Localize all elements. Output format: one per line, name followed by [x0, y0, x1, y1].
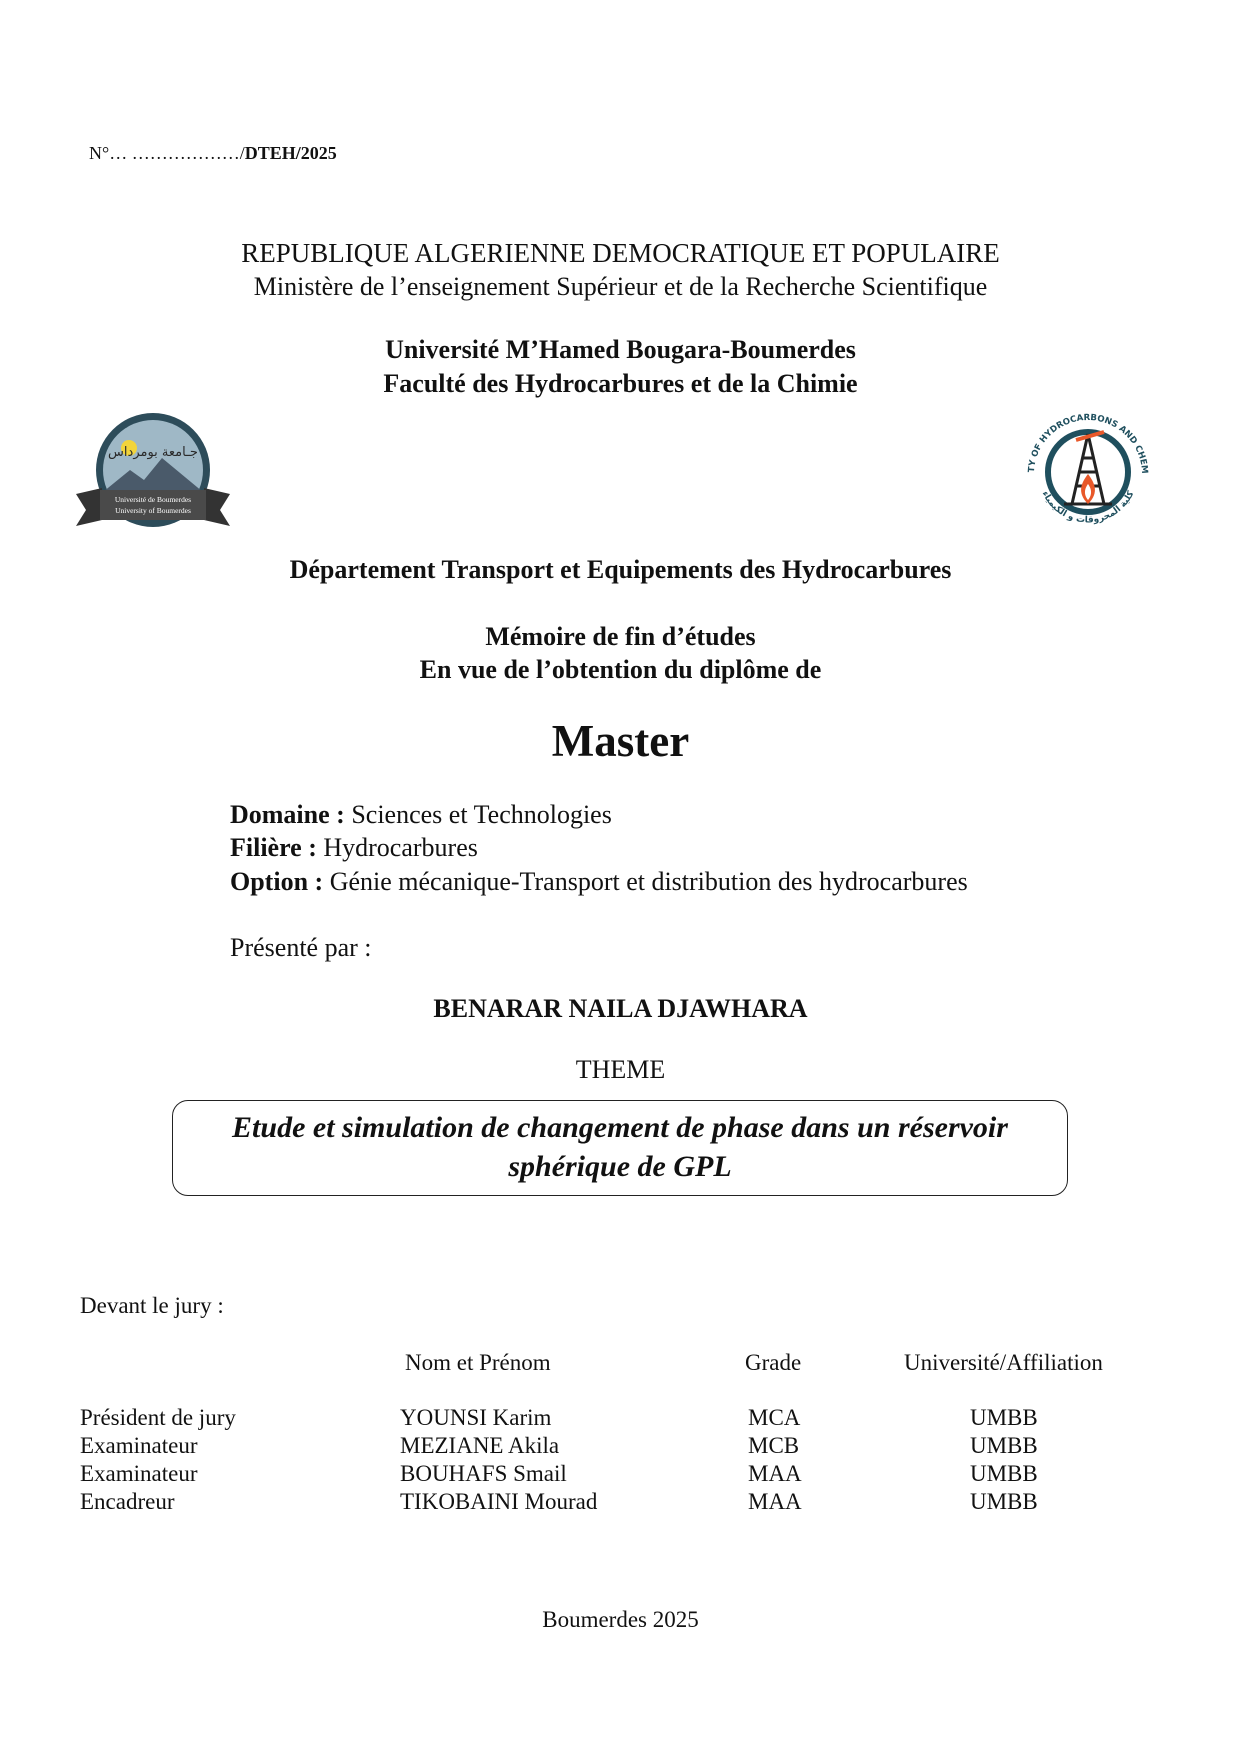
reference-prefix: N°… ………………/	[89, 143, 245, 163]
jury-affiliation: UMBB	[970, 1461, 1038, 1486]
jury-label: Devant le jury :	[80, 1293, 224, 1318]
jury-affiliation: UMBB	[970, 1405, 1038, 1430]
option-field	[230, 867, 968, 897]
jury-role: Examinateur	[80, 1461, 198, 1486]
theme-title-line2: sphérique de GPL	[508, 1150, 732, 1183]
jury-grade: MCB	[748, 1433, 800, 1458]
ministry-heading: Ministère de l’enseignement Supérieur et de la Recherche Scientifique	[253, 272, 988, 301]
right-logo-arc-bottom: كلية المحروقات و الكيمياء	[1039, 489, 1137, 526]
department-name: Département Transport et Equipements des Hydrocarbures	[289, 555, 952, 584]
jury-affiliation: UMBB	[970, 1433, 1038, 1458]
theme-label: THEME	[575, 1055, 666, 1084]
university-logo	[72, 410, 234, 542]
jury-member-name: YOUNSI Karim	[400, 1405, 552, 1430]
left-logo-banner-line2: University of Boumerdes	[115, 506, 191, 515]
filiere-field	[230, 833, 478, 863]
jury-role: Examinateur	[80, 1433, 198, 1458]
document-reference	[89, 143, 337, 164]
presented-by-label: Présenté par :	[230, 933, 372, 962]
university-name: Université M’Hamed Bougara-Boumerdes	[385, 335, 856, 364]
right-logo-arc-top: TY OF HYDROCARBONS AND CHEM	[1026, 412, 1150, 475]
faculty-name: Faculté des Hydrocarbures et de la Chimie	[383, 369, 858, 398]
reference-code: DTEH/2025	[244, 143, 337, 163]
jury-header-affiliation: Université/Affiliation	[904, 1350, 1103, 1375]
left-logo-arabic: جـامعة بومرداس	[108, 445, 198, 460]
filiere-label: Filière :	[230, 833, 317, 862]
jury-role: Président de jury	[80, 1405, 236, 1430]
jury-header-name: Nom et Prénom	[405, 1350, 551, 1375]
theme-title	[172, 1108, 1068, 1186]
filiere-value: Hydrocarbures	[323, 833, 478, 862]
domain-label: Domaine :	[230, 800, 345, 829]
option-label: Option :	[230, 867, 324, 896]
jury-grade: MCA	[748, 1405, 801, 1430]
jury-grade: MAA	[748, 1461, 802, 1486]
option-value: Génie mécanique-Transport et distribution des hydrocarbures	[329, 867, 968, 896]
jury-member-name: TIKOBAINI Mourad	[400, 1489, 598, 1514]
republic-heading: REPUBLIQUE ALGERIENNE DEMOCRATIQUE ET POPULAIRE	[241, 238, 1000, 268]
student-name: BENARAR NAILA DJAWHARA	[433, 994, 808, 1023]
footer-place-year: Boumerdes 2025	[542, 1607, 699, 1632]
jury-member-name: MEZIANE Akila	[400, 1433, 560, 1458]
domain-field	[230, 800, 612, 830]
jury-header-grade: Grade	[745, 1350, 802, 1375]
jury-affiliation: UMBB	[970, 1489, 1038, 1514]
memoir-subtitle: En vue de l’obtention du diplôme de	[419, 655, 822, 684]
domain-value: Sciences et Technologies	[351, 800, 612, 829]
jury-role: Encadreur	[80, 1489, 175, 1514]
jury-member-name: BOUHAFS Smail	[400, 1461, 567, 1486]
left-logo-banner-line1: Université de Boumerdes	[114, 495, 192, 504]
jury-grade: MAA	[748, 1489, 802, 1514]
faculty-logo	[1018, 400, 1158, 542]
memoir-title: Mémoire de fin d’études	[485, 622, 756, 651]
theme-title-line1: Etude et simulation de changement de phase dans un réservoir	[232, 1111, 1008, 1144]
degree-title: Master	[551, 716, 690, 766]
